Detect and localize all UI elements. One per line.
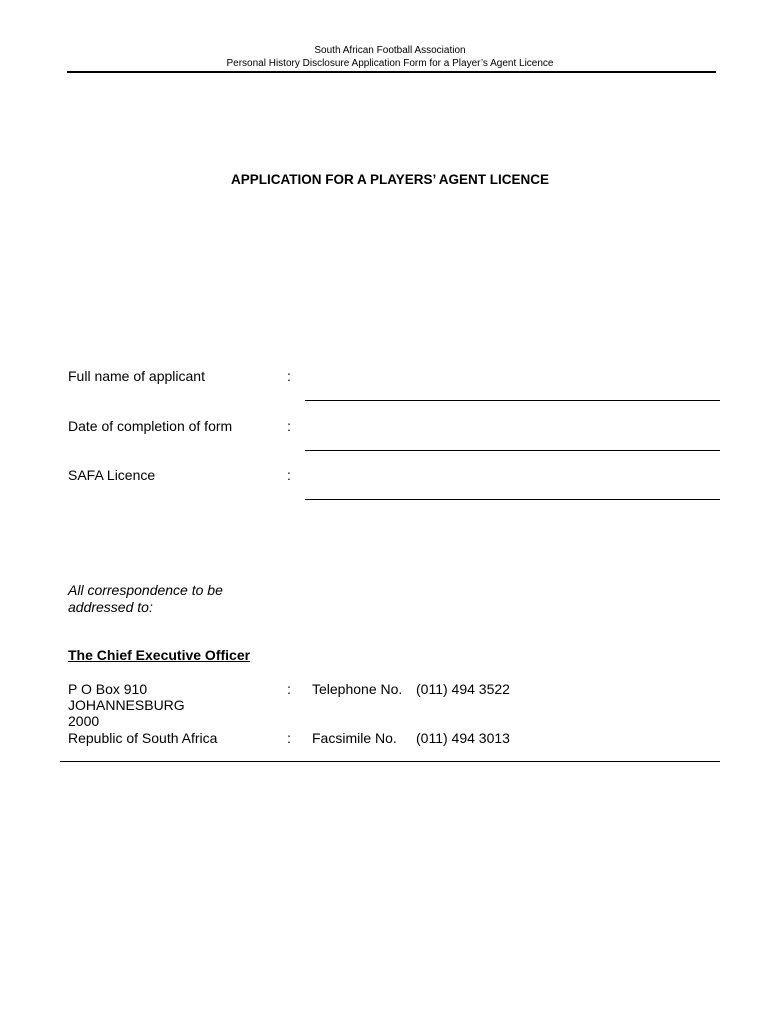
footer-rule [60,761,720,762]
full-name-colon: : [287,368,291,384]
address-line-country: Republic of South Africa [68,730,218,746]
date-completion-field[interactable] [306,418,718,448]
telephone-value: (011) 494 3522 [416,681,510,697]
safa-licence-field[interactable] [306,467,718,497]
telephone-colon: : [287,681,291,697]
header-org: South African Football Association [314,45,466,56]
correspondence-note-line1: All correspondence to be [68,582,223,598]
correspondence-note-line2: addressed to: [68,599,153,615]
page-title: APPLICATION FOR A PLAYERS’ AGENT LICENCE [230,172,550,187]
address-line-postcode: 2000 [68,713,100,729]
header-subtitle: Personal History Disclosure Application Form for a Player’s Agent Licence [226,58,554,69]
address-line-city: JOHANNESBURG [68,697,185,713]
safa-licence-underline [305,499,720,500]
date-completion-label: Date of completion of form [68,418,233,434]
full-name-label: Full name of applicant [68,368,205,384]
telephone-label: Telephone No. [312,681,403,697]
date-completion-colon: : [287,418,291,434]
recipient-title: The Chief Executive Officer [68,647,251,663]
full-name-field[interactable] [306,368,718,398]
date-completion-underline [305,450,720,451]
safa-licence-colon: : [287,467,291,483]
fax-colon: : [287,730,291,746]
fax-label: Facsimile No. [312,730,397,746]
header-rule [67,71,716,73]
fax-value: (011) 494 3013 [416,730,510,746]
safa-licence-label: SAFA Licence [68,467,156,483]
address-line-po-box: P O Box 910 [68,681,148,697]
full-name-underline [305,400,720,401]
